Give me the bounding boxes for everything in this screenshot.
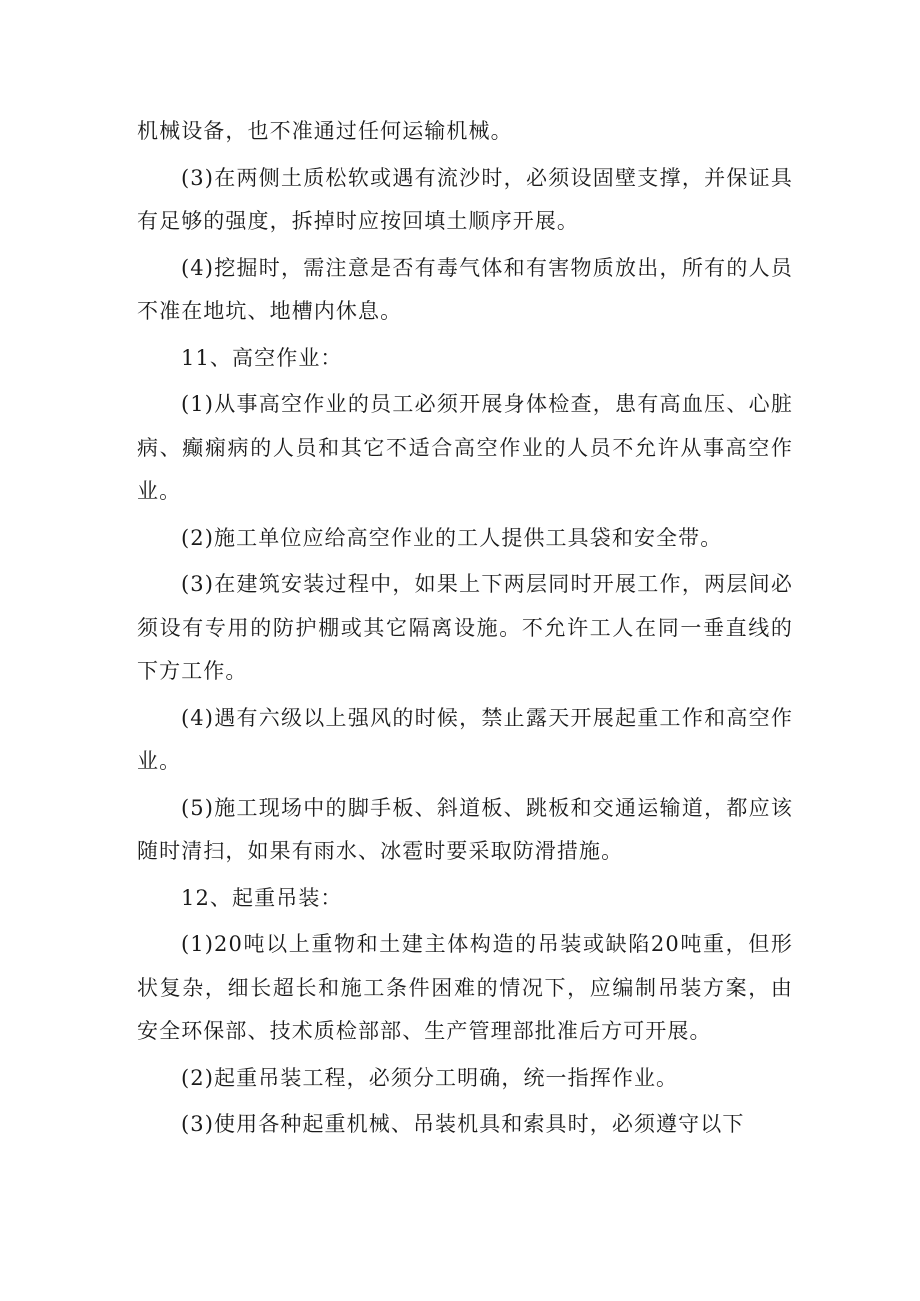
paragraph-item-2-lifting: (2)起重吊装工程，必须分工明确，统一指挥作业。: [181, 1065, 679, 1090]
section-heading-12: 12、起重吊装：: [181, 885, 343, 910]
paragraph-item-3-excavation: (3)在两侧土质松软或遇有流沙时，必须设固壁支撑，并保证具有足够的强度，拆掉时应按回填土顺序开展。: [137, 165, 793, 233]
paragraph-item-4-excavation: (4)挖掘时，需注意是否有毒气体和有害物质放出，所有的人员不准在地坑、地槽内休息。: [137, 255, 793, 323]
paragraph-item-1-high-altitude: (1)从事高空作业的员工必须开展身体检查，患有高血压、心脏病、癫痫病的人员和其它不适合高空作业的人员不允许从事高空作业。: [137, 392, 793, 503]
paragraph-item-1-lifting: (1)20吨以上重物和土建主体构造的吊装或缺陷20吨重，但形状复杂，细长超长和施工条件困难的情况下，应编制吊装方案，由安全环保部、技术质检部部、生产管理部批准后方可开展。: [137, 932, 793, 1043]
paragraph-continuation: 机械设备，也不准通过任何运输机械。: [137, 119, 513, 143]
paragraph-item-3-high-altitude: (3)在建筑安装过程中，如果上下两层同时开展工作，两层间必须设有专用的防护棚或其它隔离设施。不允许工人在同一垂直线的下方工作。: [137, 572, 793, 683]
paragraph-item-2-high-altitude: (2)施工单位应给高空作业的工人提供工具袋和安全带。: [181, 525, 723, 550]
paragraph-item-4-high-altitude: (4)遇有六级以上强风的时候，禁止露天开展起重工作和高空作业。: [137, 705, 793, 773]
paragraph-item-3-lifting: (3)使用各种起重机械、吊装机具和索具时，必须遵守以下: [181, 1112, 745, 1136]
document-body: [137, 110, 793, 1147]
paragraph-item-5-high-altitude: (5)施工现场中的脚手板、斜道板、跳板和交通运输道，都应该随时清扫，如果有雨水、冰雹时要采取防滑措施。: [137, 795, 793, 863]
section-heading-11: 11、高空作业：: [181, 345, 343, 370]
